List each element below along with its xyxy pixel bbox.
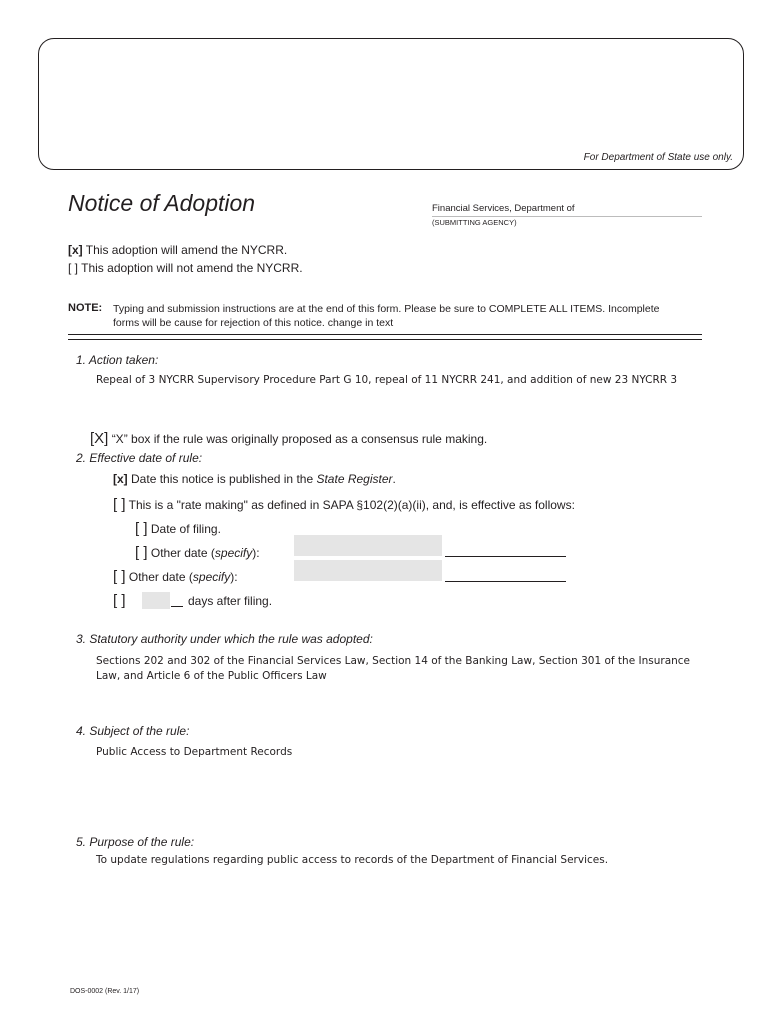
date-of-filing-row[interactable] <box>135 520 221 537</box>
amend-yes-label: This adoption will amend the NYCRR. <box>85 243 288 257</box>
statutory-authority-field[interactable] <box>96 654 690 684</box>
date-of-filing-checkbox[interactable]: [ ] <box>135 520 148 537</box>
amend-no-label: This adoption will not amend the NYCRR. <box>81 261 303 275</box>
divider-top <box>68 334 702 335</box>
other-date-row-1[interactable] <box>135 544 260 561</box>
note-text-line1: Typing and submission instructions are at the end of this form. Please be sure to COMPLETE ALL ITEMS. Incomplete <box>113 303 660 315</box>
state-use-box <box>38 38 744 170</box>
other-date-1-underline <box>445 556 566 557</box>
section2-label: 2. Effective date of rule: <box>76 451 203 465</box>
consensus-row[interactable] <box>90 430 487 447</box>
days-after-label: days after filing. <box>188 594 273 608</box>
submitting-agency-caption: (SUBMITTING AGENCY) <box>432 218 517 227</box>
submitting-agency-field[interactable]: Financial Services, Department of <box>432 203 702 217</box>
other-date-1-checkbox[interactable]: [ ] <box>135 544 148 561</box>
effective-published-row[interactable] <box>113 472 396 486</box>
subject-field[interactable]: Public Access to Department Records <box>96 746 293 758</box>
section5-label: 5. Purpose of the rule: <box>76 835 195 849</box>
section1-label: 1. Action taken: <box>76 353 159 367</box>
other-date-2-input[interactable] <box>294 560 442 581</box>
state-use-label: For Department of State use only. <box>583 152 733 163</box>
other-date-1-label: Other date (specify): <box>150 546 260 560</box>
rate-making-checkbox[interactable]: [ ] <box>113 496 126 513</box>
amend-option-yes[interactable] <box>68 243 287 257</box>
rate-making-row[interactable] <box>113 496 575 513</box>
amend-option-no[interactable] <box>68 261 303 275</box>
section4-label: 4. Subject of the rule: <box>76 724 190 738</box>
form-id: DOS-0002 (Rev. 1/17) <box>70 988 140 995</box>
other-date-row-2[interactable] <box>113 568 238 585</box>
other-date-1-input[interactable] <box>294 535 442 556</box>
days-after-input[interactable] <box>142 592 170 609</box>
days-after-row[interactable] <box>113 592 126 609</box>
date-of-filing-label: Date of filing. <box>150 522 221 536</box>
note-text <box>113 302 713 330</box>
statutory-authority-line1: Sections 202 and 302 of the Financial Services Law, Section 14 of the Banking Law, Section 301 of the Insurance <box>96 655 691 667</box>
consensus-checkbox[interactable]: [X] <box>90 430 109 447</box>
days-after-checkbox[interactable]: [ ] <box>113 592 126 609</box>
note-label: NOTE: <box>68 302 103 314</box>
amend-yes-checkbox[interactable]: [x] <box>68 243 83 257</box>
other-date-2-label: Other date (specify): <box>128 570 238 584</box>
statutory-authority-line2: Law, and Article 6 of the Public Officers Law <box>96 670 327 682</box>
divider-bottom <box>68 339 702 340</box>
purpose-field[interactable]: To update regulations regarding public access to records of the Department of Financial Services. <box>96 854 609 866</box>
other-date-2-underline <box>445 581 566 582</box>
published-checkbox[interactable]: [x] <box>113 472 128 486</box>
days-after-underline <box>171 606 183 607</box>
other-date-2-checkbox[interactable]: [ ] <box>113 568 126 585</box>
amend-no-checkbox[interactable]: [ ] <box>68 261 79 275</box>
rate-making-label: This is a "rate making" as defined in SAPA §102(2)(a)(ii), and, is effective as follows: <box>128 498 575 512</box>
published-label: Date this notice is published in the State Register. <box>131 472 396 486</box>
consensus-label: “X” box if the rule was originally proposed as a consensus rule making. <box>111 432 488 446</box>
page-title: Notice of Adoption <box>68 190 256 216</box>
note-text-line2: forms will be cause for rejection of this notice. change in text <box>113 317 394 329</box>
action-taken-field[interactable]: Repeal of 3 NYCRR Supervisory Procedure Part G 10, repeal of 11 NYCRR 241, and addition of new 23 NYCRR 3 <box>96 374 678 386</box>
section3-label: 3. Statutory authority under which the rule was adopted: <box>76 632 373 646</box>
